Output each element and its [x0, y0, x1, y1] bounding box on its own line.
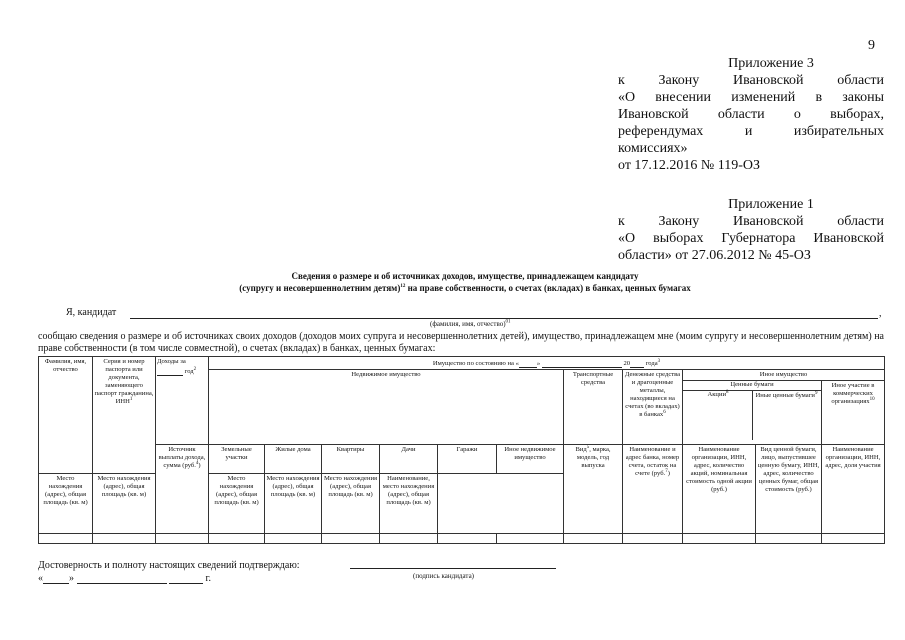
re-other-cell: Наименование, место нахождения (адрес), общая площадь (кв. м) — [380, 474, 438, 534]
candidate-hint: (фамилия, имя, отчество)$^{01}$ — [430, 319, 511, 328]
appendix-3-line: «О внесении изменений в законы — [618, 90, 884, 105]
transport-cell: Вид$^5$, марка, модель, год выпуска — [564, 445, 623, 534]
other-securities-cell: Вид ценной бумаги, лицо, выпустившее ценную бумагу, ИНН, адрес, количество ценных бумаг, общая стоимость (руб.) — [756, 445, 822, 534]
appendix-3-line: референдумах и избирательных — [618, 124, 884, 139]
money-cell: Наименование и адрес банка, номер счета, остаток на счете (руб.$^7$) — [623, 445, 683, 534]
table-row[interactable] — [39, 534, 885, 544]
re-houses: Жилые дома — [265, 445, 322, 474]
re-dachas-cell: Место нахождения (адрес), общая площадь (кв. м) — [265, 474, 322, 534]
re-flats: Квартиры — [322, 445, 380, 474]
property-header: Имущество по состоянию на « » 20 года$^3$ — [209, 357, 885, 370]
col-passport: Серия и номер паспорта или документа, заменяющего паспорт гражданина, ИНН$^1$ — [93, 357, 156, 474]
date-month-field[interactable] — [77, 574, 167, 584]
heading-line-1: Сведения о размере и об источниках доходов, имуществе, принадлежащем кандидату — [291, 271, 639, 281]
other-securities-header: Иные ценные бумаги$^9$ — [755, 390, 818, 399]
appendix-3-title: Приложение 3 — [728, 56, 814, 71]
date-row: « » г. — [38, 573, 211, 584]
shares-cell: Наименование организации, ИНН, адрес, количество акций, номинальная стоимость одной акции (руб.) — [683, 445, 756, 534]
date-year-field[interactable] — [169, 574, 203, 584]
appendix-1-line: «О выборах Губернатора Ивановской — [618, 231, 884, 246]
col-fio: Фамилия, имя, отчество — [39, 357, 93, 474]
signature-field[interactable] — [350, 568, 556, 569]
date-day-field[interactable] — [43, 574, 69, 584]
other-property-header: Иное имущество — [683, 370, 885, 381]
confirm-text: Достоверность и полноту настоящих сведений подтверждаю: — [38, 560, 300, 571]
signature-hint: (подпись кандидата) — [413, 572, 475, 580]
securities-header: Ценные бумаги Акции$^8$ Иные ценные бумаги$^9$ — [683, 381, 822, 445]
appendix-3-block — [618, 55, 884, 174]
shares-header: Акции$^8$ — [684, 391, 753, 440]
property-day-field[interactable] — [519, 358, 537, 368]
candidate-comma: , — [879, 308, 882, 319]
re-land: Земельные участки — [209, 445, 265, 474]
income-year-field[interactable] — [157, 366, 183, 376]
re-other: Иное недвижимое имущество — [497, 445, 564, 474]
col-income: Доходы за год$^2$ — [156, 357, 209, 445]
appendix-1-date: области» от 27.06.2012 № 45-ОЗ — [618, 248, 811, 263]
document-heading — [150, 270, 780, 294]
appendix-1-line: к Закону Ивановской области — [618, 214, 884, 229]
appendix-3-line: Ивановской области о выборах, — [618, 107, 884, 122]
appendix-1-title: Приложение 1 — [728, 197, 814, 212]
appendix-3-date: от 17.12.2016 № 119-ОЗ — [618, 158, 761, 173]
money-header: Денежные средства и драгоценные металлы, находящиеся на счетах (во вкладах) в банках$^6$ — [623, 370, 683, 445]
other-participation-header: Иное участие в коммерческих организациях$^{10}$ — [822, 381, 885, 445]
re-garages: Гаражи — [438, 445, 497, 474]
intro-paragraph: сообщаю сведения о размере и об источниках своих доходов (доходов моих супруга и несовершеннолетних детей), имущество, принадлежащем мне (моим супругу и несовершеннолетним детям) на праве собственности (в том числе совместной), о счетах (вкладах) в банках, ценных бумагах: — [38, 331, 884, 354]
re-dachas: Дачи — [380, 445, 438, 474]
real-estate-header: Недвижимое имущество — [209, 370, 564, 445]
appendix-1-block — [618, 196, 884, 264]
re-flats-cell: Место нахождения (адрес), общая площадь (кв. м) — [209, 474, 265, 534]
appendix-3-line: комиссиях» — [618, 141, 688, 156]
page-number: 9 — [868, 38, 875, 53]
re-land-cell: Место нахождения (адрес), общая площадь (кв. м) — [39, 474, 93, 534]
property-year-field[interactable] — [630, 358, 644, 368]
transport-header: Транспортные средства — [564, 370, 623, 445]
participation-cell: Наименование организации, ИНН, адрес, доля участия — [822, 445, 885, 534]
candidate-label: Я, кандидат — [66, 307, 117, 318]
re-houses-cell: Место нахождения (адрес), общая площадь (кв. м) — [93, 474, 156, 534]
property-month-field[interactable] — [542, 358, 622, 368]
heading-line-2: (супругу и несовершеннолетним детям)$^{12}$ на праве собственности, о счетах (вкладах) в банках, ценных бумагах — [239, 283, 691, 293]
income-source: Источник выплаты дохода, сумма (руб.$^4$) — [156, 445, 209, 534]
re-garages-cell: Место нахождения (адрес), общая площадь (кв. м) — [322, 474, 380, 534]
candidate-name-field[interactable] — [130, 318, 878, 319]
declaration-table — [38, 356, 885, 544]
appendix-3-line: к Закону Ивановской области — [618, 73, 884, 88]
